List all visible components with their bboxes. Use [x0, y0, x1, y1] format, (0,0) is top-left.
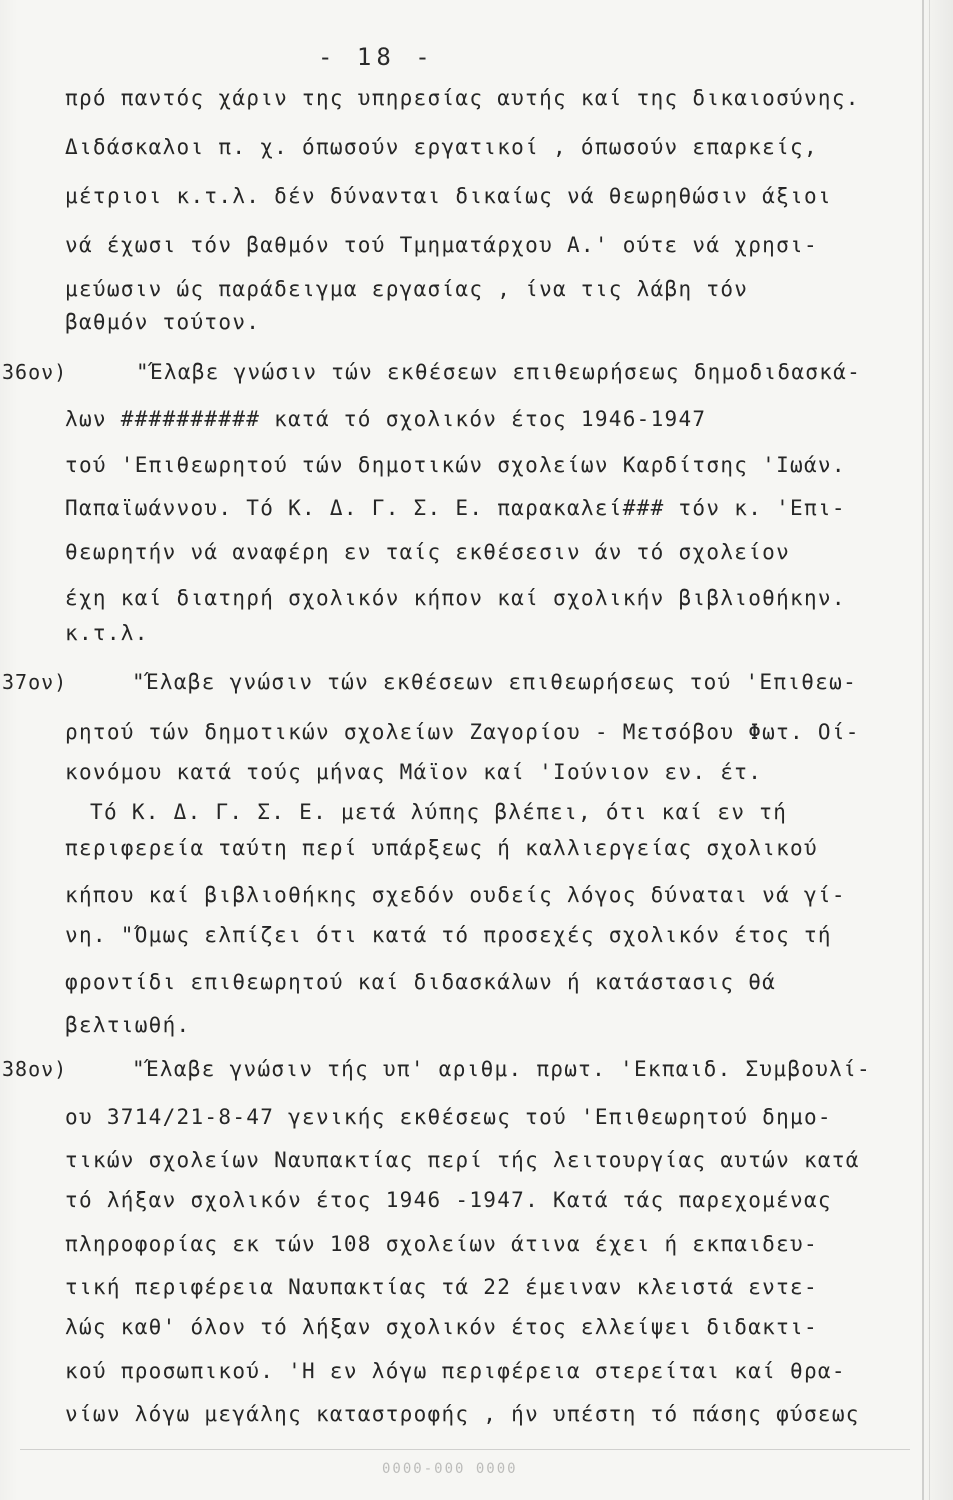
text-line: βελτιωθή. [65, 1013, 191, 1037]
text-line: μέτριοι κ.τ.λ. δέν δύνανται δικαίως νά θεωρηθώσιν άξιοι [65, 184, 832, 208]
item-number-36: 36ον) [2, 360, 68, 384]
text-line: νη. "Όμως ελπίζει ότι κατά τό προσεχές σχολικόν έτος τή [65, 923, 832, 947]
text-line: ου 3714/21-8-47 γενικής εκθέσεως τού 'Επιθεωρητού δημο- [65, 1105, 832, 1129]
text-line: πληροφορίας εκ τών 108 σχολείων άτινα έχει ή εκπαιδευ- [65, 1232, 818, 1256]
text-line: Διδάσκαλοι π. χ. όπωσούν εργατικοί , όπωσούν επαρκείς, [65, 135, 818, 159]
text-line: "Έλαβε γνώσιν τών εκθέσεων επιθεωρήσεως τού 'Επιθεω- [132, 670, 858, 694]
text-line: νίων λόγω μεγάλης καταστροφής , ήν υπέστη τό πάσης φύσεως [65, 1402, 860, 1426]
page-number: - 18 - [318, 43, 435, 71]
text-line: θεωρητήν νά αναφέρη εν ταίς εκθέσεσιν άν τό σχολείον [65, 540, 791, 564]
text-line: κού προσωπικού. 'Η εν λόγω περιφέρεια στερείται καί θρα- [65, 1359, 846, 1383]
text-line: πρό παντός χάριν της υπηρεσίας αυτής καί της δικαιοσύνης. [65, 86, 860, 110]
footer-rule [20, 1449, 910, 1450]
text-line: τού 'Επιθεωρητού τών δημοτικών σχολείων Καρδίτσης 'Ιωάν. [65, 453, 846, 477]
text-line: φροντίδι επιθεωρητού καί διδασκάλων ή κατάστασις θά [65, 970, 777, 994]
text-line: τικών σχολείων Ναυπακτίας περί τής λειτουργίας αυτών κατά [65, 1148, 860, 1172]
text-line: τική περιφέρεια Ναυπακτίας τά 22 έμειναν κλειστά εντε- [65, 1275, 818, 1299]
text-line: έχη καί διατηρή σχολικόν κήπον καί σχολικήν βιβλιοθήκην. [65, 586, 846, 610]
text-line: βαθμόν τούτον. [65, 310, 261, 334]
text-line: "Έλαβε γνώσιν τών εκθέσεων επιθεωρήσεως δημοδιδασκά- [136, 360, 862, 384]
text-line: ρητού τών δημοτικών σχολείων Ζαγορίου - Μετσόβου Φωτ. Οί- [65, 720, 860, 744]
text-line: κήπου καί βιβλιοθήκης σχεδόν ουδείς λόγος δύναται νά γί- [65, 883, 846, 907]
item-number-37: 37ον) [2, 670, 68, 694]
text-line: περιφερεία ταύτη περί υπάρξεως ή καλλιεργείας σχολικού [65, 836, 818, 860]
text-line: λώς καθ' όλον τό λήξαν σχολικόν έτος ελλείψει διδακτι- [65, 1315, 818, 1339]
text-line: νά έχωσι τόν βαθμόν τού Τμηματάρχου Α.' ούτε νά χρησι- [65, 233, 818, 257]
text-line: μεύωσιν ώς παράδειγμα εργασίας , ίνα τις λάβη τόν [65, 277, 749, 301]
footer-stamp: 0000-000 0000 [382, 1461, 518, 1477]
right-margin-rule [922, 0, 924, 1500]
right-margin-rule-thin [929, 0, 930, 1500]
text-line: Παπαϊωάννου. Τό Κ. Δ. Γ. Σ. Ε. παρακαλεί### τόν κ. 'Επι- [65, 496, 846, 520]
item-number-38: 38ον) [2, 1057, 68, 1081]
text-line: κ.τ.λ. [65, 621, 149, 645]
text-line: Τό Κ. Δ. Γ. Σ. Ε. μετά λύπης βλέπει, ότι καί εν τή [90, 800, 788, 824]
text-line: "Έλαβε γνώσιν τής υπ' αριθμ. πρωτ. 'Εκπαιδ. Συμβουλί- [132, 1057, 871, 1081]
text-line: τό λήξαν σχολικόν έτος 1946 -1947. Κατά τάς παρεχομένας [65, 1188, 832, 1212]
text-line: κονόμου κατά τούς μήνας Μάϊον καί 'Ιούνιον εν. έτ. [65, 760, 763, 784]
text-line: λων ########## κατά τό σχολικόν έτος 1946-1947 [65, 407, 707, 431]
